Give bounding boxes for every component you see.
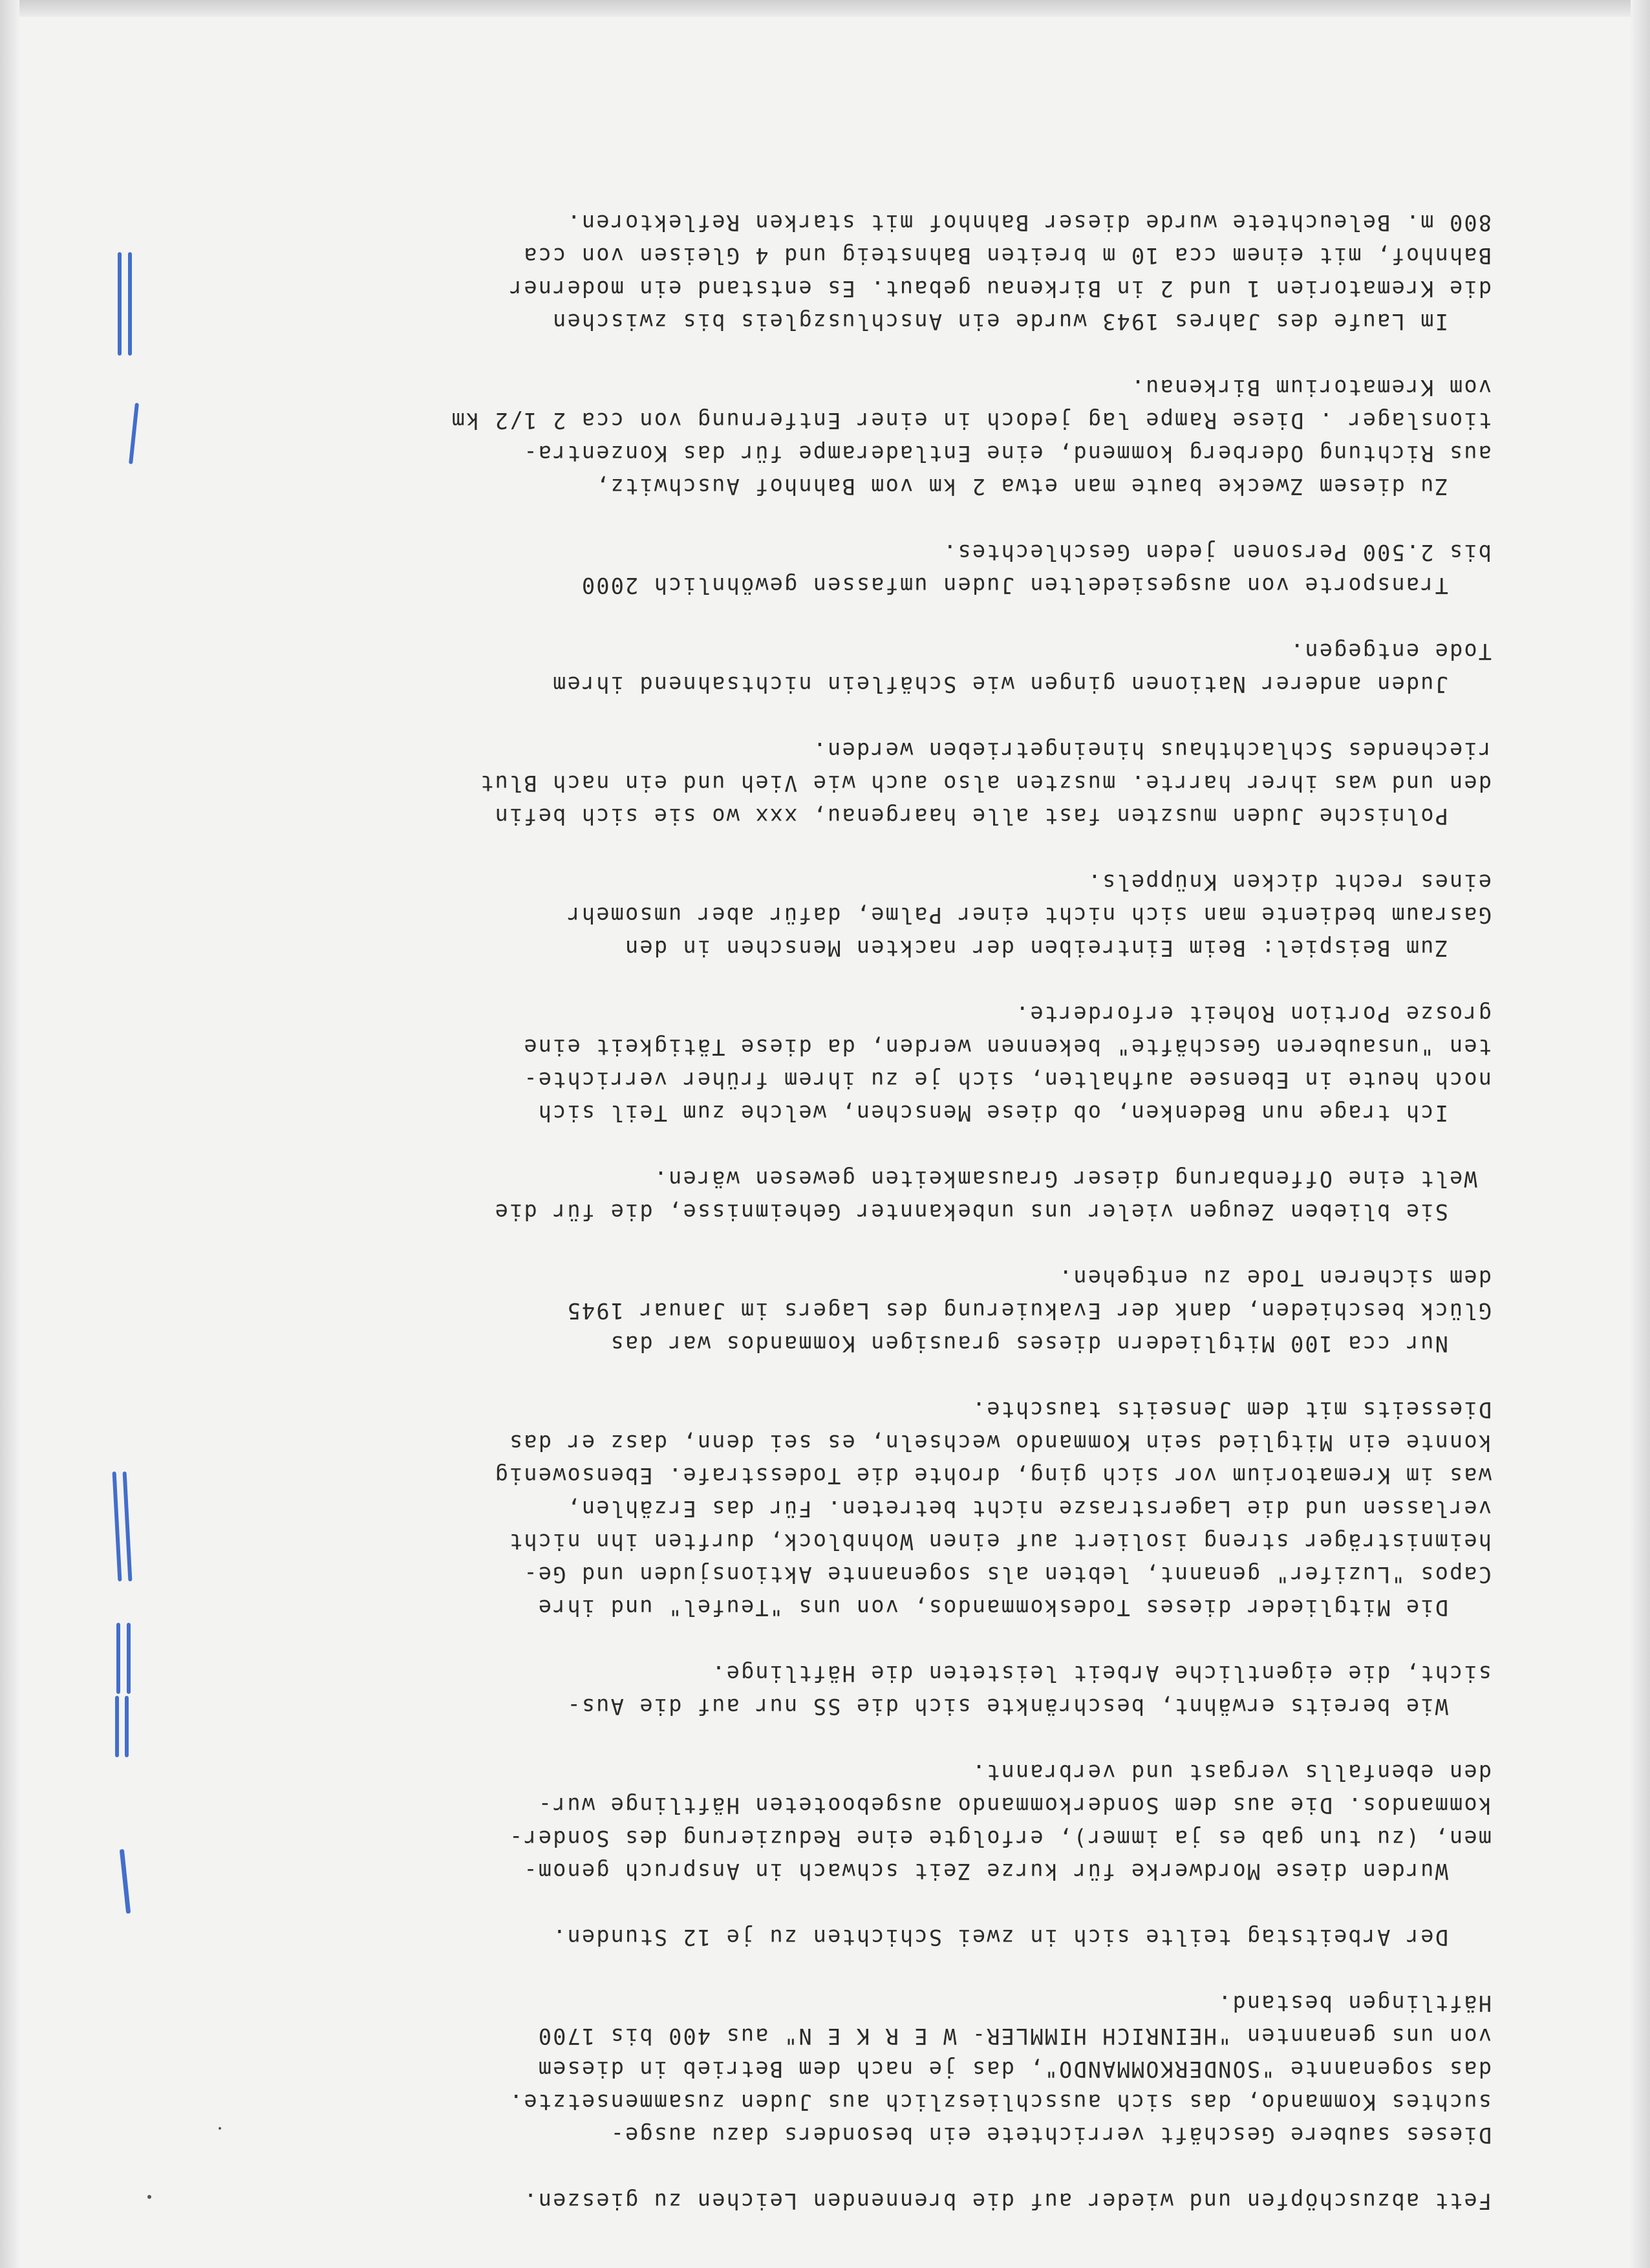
paragraph-gap	[102, 1360, 1492, 1393]
paragraph-gap	[102, 338, 1492, 371]
text-line: noch heute in Ebensee aufhalten, sich je zu ihrem früher verrichte-	[522, 1067, 1492, 1093]
blue-pencil-mark	[118, 252, 122, 356]
text-line: 800 m. Beleuchtete wurde dieser Bahnhof mit starken Reflektoren.	[566, 210, 1492, 235]
text-line: den und was ihrer harrte. muszten also auch wie Vieh und ein nach Blut	[479, 771, 1492, 796]
paragraph-gap	[102, 602, 1492, 635]
text-line: Zum Beispiel: Beim Eintreiben der nackten Menschen in den	[623, 936, 1492, 961]
text-line: Bahnhof, mit einem cca 10 m breiten Bahnsteig und 4 Gleisen von cca	[522, 243, 1492, 268]
text-line: Juden anderer Nationen gingen wie Schäflein nichtsahnend ihrem	[552, 672, 1492, 697]
text-line: Welt eine Offenbarung dieser Grausamkeiten gewesen wären.	[652, 1166, 1492, 1192]
paragraph	[102, 635, 1492, 701]
text-line: konnte ein Mitglied sein Kommando wechseln, es sei denn, dasz er das	[508, 1430, 1492, 1455]
text-line: Nur cca 100 Mitgliedern dieses grausigen Kommandos war das	[609, 1331, 1492, 1356]
paragraph	[102, 1261, 1492, 1360]
text-line: Wie bereits erwähnt, beschränkte sich die SS nur auf die Aus-	[566, 1694, 1492, 1719]
text-line: kommandos. Die aus dem Sonderkommando ausgebooteten Häftlinge wur-	[537, 1793, 1492, 1818]
text-line: vom Krematorium Birkenau.	[1130, 375, 1492, 400]
text-line: Gasraum bediente man sich nicht einer Palme, dafür aber umsomehr	[566, 903, 1492, 928]
paragraph	[102, 1657, 1492, 1723]
paragraph-gap	[102, 1228, 1492, 1261]
text-line: Tode entgegen.	[1289, 639, 1492, 664]
blue-pencil-mark	[128, 252, 132, 356]
paragraph	[102, 1756, 1492, 1888]
paragraph	[102, 1162, 1492, 1228]
paragraph	[102, 998, 1492, 1129]
text-line: tionslager . Diese Rampe lag jedoch in einer Entfernung von cca 2 1/2 km	[450, 408, 1492, 433]
paragraph-gap	[102, 2152, 1492, 2185]
text-line: Capos "Luzifer" genannt, lebten als sogenannte Aktionsjuden und Ge-	[522, 1562, 1492, 1587]
text-line: Der Arbeitstag teilte sich in zwei Schichten zu je 12 Stunden.	[552, 1925, 1492, 1950]
text-line: Diesseits mit dem Jenseits tauschte.	[970, 1397, 1492, 1422]
paragraph	[102, 536, 1492, 602]
text-line: Glück beschieden, dank der Evakuierung des Lagers im Januar 1945	[566, 1298, 1492, 1323]
text-line: Sie blieben Zeugen vieler uns unbekannter Geheimnisse, die für die	[493, 1199, 1492, 1225]
blue-pencil-mark	[125, 1696, 129, 1757]
paragraph	[102, 206, 1492, 338]
text-line: aus Richtung Oderberg kommend, eine Entladerampe für das Konzentra-	[522, 441, 1492, 466]
text-line: Fett abzuschöpfen und wieder auf die brennenden Leichen zu gieszen.	[522, 2188, 1492, 2214]
text-line: Im Laufe des Jahres 1943 wurde ein Anschluszgleis bis zwischen	[552, 309, 1492, 334]
paragraph	[102, 1987, 1492, 2152]
paragraph-gap	[102, 503, 1492, 536]
paper-speck	[219, 2127, 221, 2130]
paragraph-gap	[102, 833, 1492, 866]
paragraph-gap	[102, 1129, 1492, 1162]
text-line: Die Mitglieder dieses Todeskommandos, von uns "Teufel" und ihre	[537, 1595, 1492, 1620]
paragraph	[102, 1921, 1492, 1954]
paragraph-gap	[102, 965, 1492, 998]
text-line: was im Krematorium vor sich ging, drohte die Todesstrafe. Ebensowenig	[493, 1463, 1492, 1488]
text-line: Ich trage nun Bedenken, ob diese Menschen, welche zum Teil sich	[537, 1100, 1492, 1126]
paper-speck	[147, 2195, 151, 2199]
text-line: ten "unsauberen Geschäfte" bekennen werden, da diese Tätigkeit eine	[522, 1034, 1492, 1060]
paragraph	[102, 2185, 1492, 2218]
paragraph-gap	[102, 1954, 1492, 1987]
text-line: bis 2.500 Personen jeden Geschlechtes.	[941, 540, 1492, 565]
text-line: Dieses saubere Geschäft verrichtete ein besonders dazu ausge-	[609, 2123, 1492, 2148]
blue-pencil-mark	[115, 1696, 119, 1757]
blue-pencil-mark	[127, 1623, 131, 1694]
text-line: men, (zu tun gab es ja immer), erfolgte eine Reduzierung des Sonder-	[508, 1826, 1492, 1851]
paragraph	[102, 371, 1492, 503]
paragraph-gap	[102, 1888, 1492, 1921]
text-line: eines recht dicken Knüppels.	[1086, 870, 1492, 895]
text-line: sicht, die eigentliche Arbeit leisteten die Häftlinge.	[711, 1661, 1492, 1686]
text-line: riechendes Schlachthaus hineingetrieben werden.	[811, 738, 1492, 763]
text-line: Transporte von ausgesiedelten Juden umfassen gewöhnlich 2000	[580, 573, 1492, 598]
text-line: das sogenannte "SONDERKOMMANDO", das je nach dem Betrieb in diesem	[537, 2057, 1492, 2082]
text-line: von uns genannten "HEINRICH HIMMLER- W E R K E N" aus 400 bis 1700	[537, 2024, 1492, 2049]
text-line: Wurden diese Mordwerke für kurze Zeit schwach in Anspruch genom-	[522, 1859, 1492, 1884]
paragraph	[102, 1393, 1492, 1624]
paragraph-gap	[102, 701, 1492, 734]
typewritten-text	[102, 206, 1492, 2218]
paragraph	[102, 866, 1492, 965]
text-line: den ebenfalls vergast und verbrannt.	[970, 1760, 1492, 1785]
text-line: Häftlingen bestand.	[1216, 1991, 1492, 2016]
text-line: heimnisträger streng isoliert auf einen Wohnblock, durften ihn nicht	[508, 1529, 1492, 1554]
blue-pencil-mark	[116, 1623, 120, 1694]
text-line: dem sicheren Tode zu entgehen.	[1057, 1265, 1492, 1290]
text-line: Polnische Juden muszten fast alle haargenau, xxx wo sie sich befin	[493, 804, 1492, 829]
text-line: grosze Portion Roheit erforderte.	[1014, 1001, 1492, 1027]
text-line: suchtes Kommando, das sich ausschlieszlich aus Juden zusammensetzte.	[508, 2090, 1492, 2115]
paragraph	[102, 734, 1492, 833]
text-line: Zu diesem Zwecke baute man etwa 2 km vom Bahnhof Auschwitz,	[595, 474, 1492, 499]
paragraph-gap	[102, 1723, 1492, 1756]
text-line: die Krematorien 1 und 2 in Birkenau gebaut. Es entstand ein moderner	[508, 276, 1492, 301]
paragraph-gap	[102, 1624, 1492, 1657]
text-line: verlassen und die Lagerstrasze nicht betreten. Für das Erzählen,	[566, 1496, 1492, 1521]
